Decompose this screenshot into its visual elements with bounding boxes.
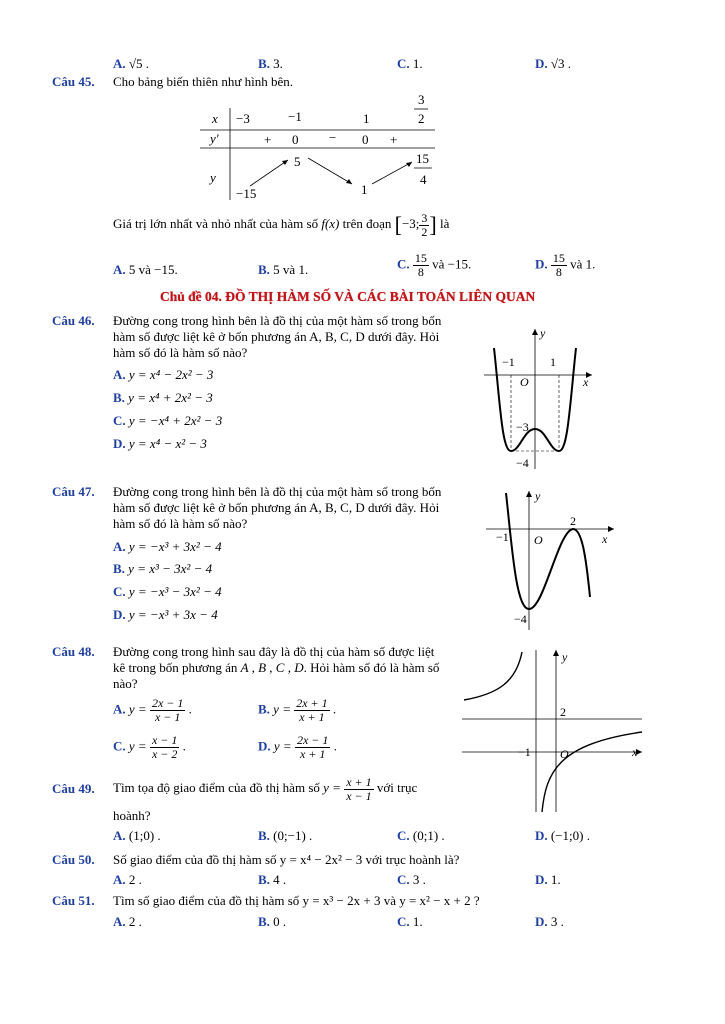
table-x-label: x xyxy=(212,111,218,126)
q47-option-d: D. y = −x³ + 3x − 4 xyxy=(113,607,218,622)
svg-text:1: 1 xyxy=(550,355,556,369)
q45-label: Câu 45. xyxy=(52,74,95,89)
svg-text:y: y xyxy=(540,326,546,340)
q44-option-d: D. √3 . xyxy=(535,56,572,71)
svg-text:O: O xyxy=(520,375,529,389)
q48-option-c: C. y = $\frac{x - 1}{x - 2}$ . xyxy=(113,733,186,761)
q47-label: Câu 47. xyxy=(52,484,95,499)
q49-option-d: D. (−1;0) . xyxy=(535,828,590,843)
table-x-3-den: 2 xyxy=(418,111,425,126)
table-y-end-num: 15 xyxy=(416,151,429,166)
q48-option-b: B. y = $\frac{2x + 1}{x + 1}$ . xyxy=(258,696,337,724)
q46-option-b: B. y = x⁴ + 2x² − 3 xyxy=(113,390,213,405)
q50-option-b: B. 4 . xyxy=(258,872,287,887)
table-x-1: −1 xyxy=(288,109,302,124)
q47-text: Đường cong trong hình bên là đồ thị của một hàm số trong bốn hàm số được liệt kê ở bốn phương án A, B, C, D dưới đây. Hỏi hàm số đó là hàm số nào? xyxy=(113,484,442,531)
q47-option-b: B. y = x³ − 3x² − 4 xyxy=(113,561,213,576)
q46-option-d: D. y = x⁴ − x² − 3 xyxy=(113,436,207,451)
table-y-end-den: 4 xyxy=(420,172,427,187)
q51-option-b: B. 0 . xyxy=(258,914,287,929)
q48-text: Đường cong trong hình sau đây là đồ thị của hàm số được liệt kê trong bốn phương án A , B , C , D. Hỏi hàm số đó là hàm số nào? xyxy=(113,644,440,691)
svg-text:−4: −4 xyxy=(514,612,527,626)
q44-option-a: A. √5 . xyxy=(113,56,150,71)
svg-text:−4: −4 xyxy=(516,456,529,470)
q46-option-a: A. y = x⁴ − 2x² − 3 xyxy=(113,367,214,382)
svg-text:O: O xyxy=(534,533,543,547)
q48-graph xyxy=(458,646,648,814)
svg-text:O: O xyxy=(560,747,569,761)
table-sign-0: + xyxy=(264,132,272,147)
q45-option-d: D. $\frac{15}{8}$ và 1. xyxy=(535,251,596,279)
q46-graph xyxy=(480,323,600,473)
svg-text:y: y xyxy=(562,650,568,664)
svg-text:−3: −3 xyxy=(516,420,529,434)
q47-graph xyxy=(482,487,622,632)
q50-option-a: A. 2 . xyxy=(113,872,142,887)
q47-option-a: A. y = −x³ + 3x² − 4 xyxy=(113,539,222,554)
table-yp-label: y′ xyxy=(210,131,219,146)
table-y-min: 1 xyxy=(361,182,368,197)
q45-option-c: C. $\frac{15}{8}$ và −15. xyxy=(397,251,472,279)
q44-option-c: C. 1. xyxy=(397,56,423,71)
table-sign-2: − xyxy=(329,130,337,145)
q51-option-a: A. 2 . xyxy=(113,914,142,929)
q49-label: Câu 49. xyxy=(52,781,95,796)
table-x-0: −3 xyxy=(236,111,250,126)
table-x-2: 1 xyxy=(363,111,370,126)
q48-label: Câu 48. xyxy=(52,644,95,659)
q50-option-c: C. 3 . xyxy=(397,872,426,887)
svg-text:y: y xyxy=(535,489,541,503)
q45-text: Cho bảng biến thiên như hình bên. xyxy=(113,74,293,89)
section-heading: Chủ đề 04. ĐỒ THỊ HÀM SỐ VÀ CÁC BÀI TOÁN LIÊN QUAN xyxy=(160,289,536,304)
svg-text:x: x xyxy=(583,375,589,389)
variation-table xyxy=(200,90,440,202)
q49-text-line2: hoành? xyxy=(113,808,151,823)
svg-text:2: 2 xyxy=(560,705,566,719)
q50-text: Số giao điểm của đồ thị hàm số y = x⁴ − 2x² − 3 với trục hoành là? xyxy=(113,852,460,867)
svg-text:x: x xyxy=(602,532,608,546)
svg-text:−1: −1 xyxy=(496,530,509,544)
table-y-max: 5 xyxy=(294,154,301,169)
table-sign-3: 0 xyxy=(362,132,369,147)
q49-option-a: A. (1;0) . xyxy=(113,828,161,843)
q47-option-c: C. y = −x³ − 3x² − 4 xyxy=(113,584,222,599)
q51-option-c: C. 1. xyxy=(397,914,423,929)
q45-option-b: B. 5 và 1. xyxy=(258,262,309,277)
q48-option-d: D. y = $\frac{2x - 1}{x + 1}$ . xyxy=(258,733,337,761)
q50-label: Câu 50. xyxy=(52,852,95,867)
q46-text: Đường cong trong hình bên là đồ thị của một hàm số trong bốn hàm số được liệt kê ở bốn phương án A, B, C, D dưới đây. Hỏi hàm số đó là hàm số nào? xyxy=(113,313,442,360)
q51-text: Tìm số giao điểm của đồ thị hàm số y = x³ − 2x + 3 và y = x² − x + 2 ? xyxy=(113,893,480,908)
q49-option-b: B. (0;−1) . xyxy=(258,828,313,843)
q45-question: Giá trị lớn nhất và nhỏ nhất của hàm số f(x) trên đoạn [−3; $\frac{3}{2}$ ] là xyxy=(113,210,450,239)
q49-text: Tìm tọa độ giao điểm của đồ thị hàm số y = $\frac{x + 1}{x - 1}$ với trục xyxy=(113,774,418,803)
q51-option-d: D. 3 . xyxy=(535,914,564,929)
q51-label: Câu 51. xyxy=(52,893,95,908)
table-y-label: y xyxy=(210,170,216,185)
table-sign-4: + xyxy=(390,132,398,147)
q49-option-c: C. (0;1) . xyxy=(397,828,445,843)
table-x-3-num: 3 xyxy=(418,92,425,107)
q46-label: Câu 46. xyxy=(52,313,95,328)
q44-option-b: B. 3. xyxy=(258,56,283,71)
q50-option-d: D. 1. xyxy=(535,872,561,887)
q46-option-c: C. y = −x⁴ + 2x² − 3 xyxy=(113,413,223,428)
svg-text:−1: −1 xyxy=(502,355,515,369)
svg-text:x: x xyxy=(632,745,638,759)
q48-option-a: A. y = $\frac{2x - 1}{x - 1}$ . xyxy=(113,696,192,724)
svg-text:2: 2 xyxy=(570,514,576,528)
svg-text:−1: −1 xyxy=(518,745,531,759)
table-sign-1: 0 xyxy=(292,132,299,147)
q45-option-a: A. 5 và −15. xyxy=(113,262,178,277)
table-y-start: −15 xyxy=(236,186,257,201)
